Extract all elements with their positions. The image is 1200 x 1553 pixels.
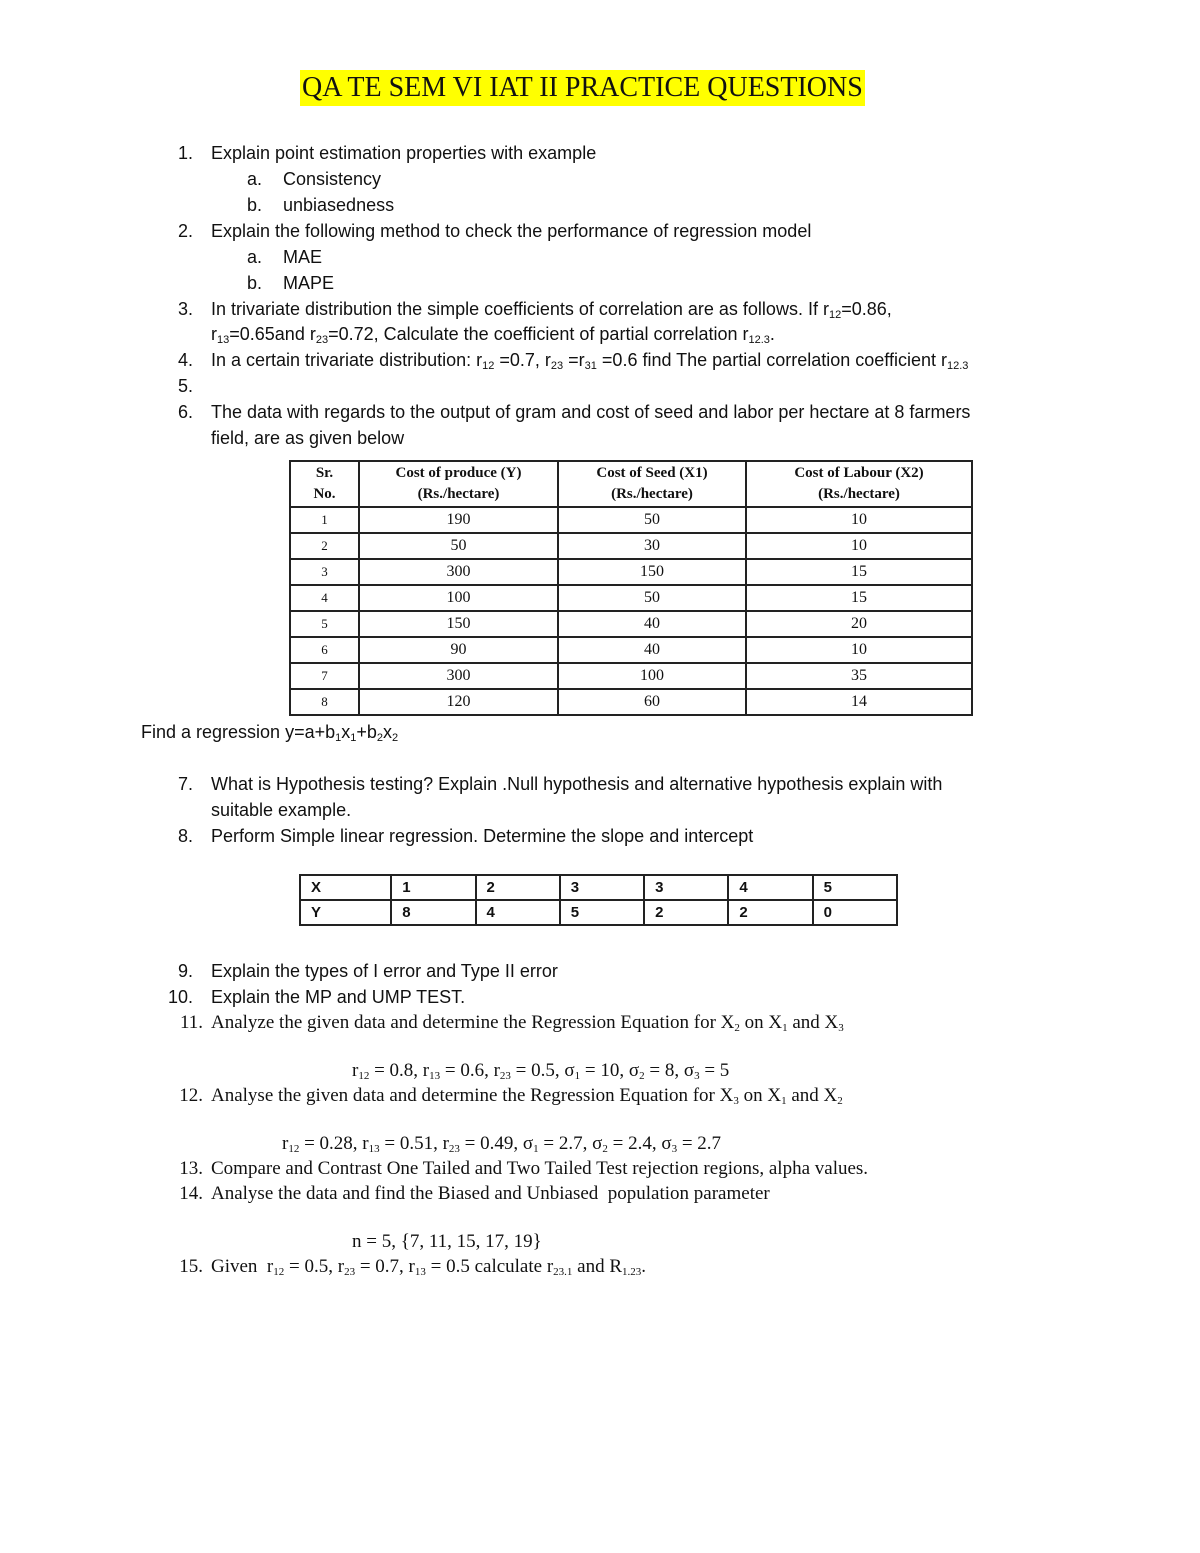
- column-header: [558, 461, 746, 507]
- table-cell: 100: [558, 663, 746, 689]
- column-header: [746, 461, 972, 507]
- table-cell: 300: [359, 559, 558, 585]
- question-text-line-1: The data with regards to the output of gram and cost of seed and labor per hectare at 8 farmers: [211, 402, 971, 422]
- question-text: Explain the following method to check the performance of regression model: [211, 221, 812, 241]
- question-text: Explain the MP and UMP TEST.: [211, 987, 466, 1007]
- farm-data-table: [289, 460, 973, 716]
- table-row: [290, 507, 972, 533]
- question-text-line-1: In trivariate distribution the simple coefficients of correlation are as follows. If $r_{12}=0.86$,: [211, 299, 892, 321]
- question-text: Explain point estimation properties with example: [211, 143, 597, 163]
- column-header-line-1: Sr.: [315, 465, 334, 481]
- option-marker: a.: [247, 247, 263, 267]
- table-cell: 10: [746, 637, 972, 663]
- table-header-row: [290, 461, 972, 507]
- option-text: Consistency: [283, 169, 382, 189]
- question-text: Analyse the data and find the Biased and Unbiased population parameter: [211, 1183, 770, 1204]
- table-cell: 4: [728, 875, 812, 900]
- table-cell: 7: [290, 663, 359, 689]
- xy-data-table: [299, 874, 898, 926]
- question-number: 5.: [177, 376, 193, 396]
- question-number: 7.: [177, 774, 193, 794]
- column-header-line-2: No.: [313, 486, 336, 502]
- question-number: 1.: [177, 143, 193, 163]
- table-cell: 20: [746, 611, 972, 637]
- table-cell: 8: [391, 900, 475, 925]
- table-cell: 2: [644, 900, 728, 925]
- column-header-line-2: (Rs./hectare): [818, 486, 900, 502]
- column-header-line-1: Cost of Seed (X1): [596, 465, 708, 481]
- regression-instruction: Find a regression $y=a+b_1x_1+b_2x_2$: [141, 722, 399, 744]
- question-text: Compare and Contrast One Tailed and Two Tailed Test rejection regions, alpha values.: [211, 1158, 869, 1179]
- option-marker: b.: [247, 273, 263, 293]
- table-cell: 5: [290, 611, 359, 637]
- table-cell: 40: [558, 637, 746, 663]
- table-cell: 6: [290, 637, 359, 663]
- table-cell: 2: [290, 533, 359, 559]
- table-cell: 150: [558, 559, 746, 585]
- question-text-line-2: field, are as given below: [211, 428, 405, 448]
- question-number: 4.: [177, 350, 193, 370]
- table-cell: 2: [476, 875, 560, 900]
- question-number: 10.: [167, 987, 193, 1007]
- table-cell: 0: [813, 900, 897, 925]
- table-cell: X: [300, 875, 391, 900]
- question-text: Given $r_{12} = 0.5$, $r_{23} = 0.7$, $r_{13} = 0.5$ calculate $r_{23.1}$ and $R_{1.23}$.: [211, 1256, 647, 1278]
- table-cell: 3: [290, 559, 359, 585]
- table-row: [290, 585, 972, 611]
- table-cell: 40: [558, 611, 746, 637]
- question-text-line-1: What is Hypothesis testing? Explain .Null hypothesis and alternative hypothesis explain with: [211, 774, 943, 794]
- table-row: [300, 875, 897, 900]
- question-number: 12.: [179, 1085, 203, 1106]
- question-number: 9.: [177, 961, 193, 981]
- option-marker: a.: [247, 169, 263, 189]
- table-cell: 5: [560, 900, 644, 925]
- table-row: [290, 689, 972, 715]
- table-cell: 35: [746, 663, 972, 689]
- table-cell: 1: [290, 507, 359, 533]
- table-cell: 50: [359, 533, 558, 559]
- column-header-line-1: Cost of Labour (X2): [794, 465, 924, 481]
- option-text: MAPE: [283, 273, 335, 293]
- table-cell: 4: [476, 900, 560, 925]
- table-cell: 5: [813, 875, 897, 900]
- table-cell: 150: [359, 611, 558, 637]
- table-cell: 15: [746, 559, 972, 585]
- option-text: unbiasedness: [283, 195, 395, 215]
- table-row: [290, 663, 972, 689]
- table-cell: 90: [359, 637, 558, 663]
- table-cell: 120: [359, 689, 558, 715]
- table-cell: 60: [558, 689, 746, 715]
- table-cell: 8: [290, 689, 359, 715]
- table-cell: 2: [728, 900, 812, 925]
- question-text: In a certain trivariate distribution: $r_{12} =0.7$, $r_{23} =r_{31} =0.6$ find The partial correlation coefficient $r_{12.3}$: [211, 350, 969, 372]
- question-number: 8.: [177, 826, 193, 846]
- column-header: [290, 461, 359, 507]
- table-row: [290, 637, 972, 663]
- table-cell: 14: [746, 689, 972, 715]
- table-cell: Y: [300, 900, 391, 925]
- question-text-line-2: suitable example.: [211, 800, 352, 820]
- question-number: 3.: [177, 299, 193, 319]
- question-text: Analyse the given data and determine the Regression Equation for $X_3$ on $X_1$ and $X_2$: [211, 1085, 843, 1107]
- table-row: [290, 533, 972, 559]
- table-cell: 15: [746, 585, 972, 611]
- table-cell: 3: [560, 875, 644, 900]
- table-row: [300, 900, 897, 925]
- question-number: 15.: [179, 1256, 203, 1277]
- table-row: [290, 611, 972, 637]
- table-cell: 50: [558, 585, 746, 611]
- table-cell: 100: [359, 585, 558, 611]
- page-title: QA TE SEM VI IAT II PRACTICE QUESTIONS: [300, 70, 865, 106]
- question-number: 6.: [177, 402, 193, 422]
- question-number: 13.: [179, 1158, 203, 1179]
- option-marker: b.: [247, 195, 263, 215]
- table-row: [290, 559, 972, 585]
- given-values: n = 5, {7, 11, 15, 17, 19}: [352, 1231, 542, 1252]
- column-header: [359, 461, 558, 507]
- table-cell: 30: [558, 533, 746, 559]
- table-cell: 10: [746, 507, 972, 533]
- question-number: 2.: [177, 221, 193, 241]
- table-cell: 300: [359, 663, 558, 689]
- column-header-line-1: Cost of produce (Y): [395, 465, 522, 481]
- question-number: 14.: [179, 1183, 203, 1204]
- table-cell: 1: [391, 875, 475, 900]
- table-cell: 4: [290, 585, 359, 611]
- column-header-line-2: (Rs./hectare): [611, 486, 693, 502]
- table-cell: 50: [558, 507, 746, 533]
- table-cell: 3: [644, 875, 728, 900]
- question-text: Analyze the given data and determine the Regression Equation for $X_2$ on $X_1$ and $X_3$: [211, 1012, 844, 1034]
- given-values: $r_{12} = 0.28$, $r_{13} = 0.51$, $r_{23} = 0.49$, $\sigma_1 = 2.7$, $\sigma_2 = 2.4$, $\sigma_3 = 2.7$: [282, 1133, 722, 1155]
- given-values: $r_{12} = 0.8$, $r_{13} = 0.6$, $r_{23} = 0.5$, $\sigma_1 = 10$, $\sigma_2 = 8$, $\sigma_3 = 5$: [352, 1060, 730, 1082]
- question-text: Explain the types of I error and Type II error: [211, 961, 558, 981]
- option-text: MAE: [283, 247, 323, 267]
- column-header-line-2: (Rs./hectare): [417, 486, 500, 502]
- question-text: Perform Simple linear regression. Determine the slope and intercept: [211, 826, 754, 846]
- table-cell: 190: [359, 507, 558, 533]
- question-number: 11.: [179, 1012, 203, 1033]
- question-text-line-2: $r_{13}=0.65and$ $r_{23}=0.72$, Calculate the coefficient of partial correlation $r_{12.3}$.: [211, 324, 775, 346]
- table-cell: 10: [746, 533, 972, 559]
